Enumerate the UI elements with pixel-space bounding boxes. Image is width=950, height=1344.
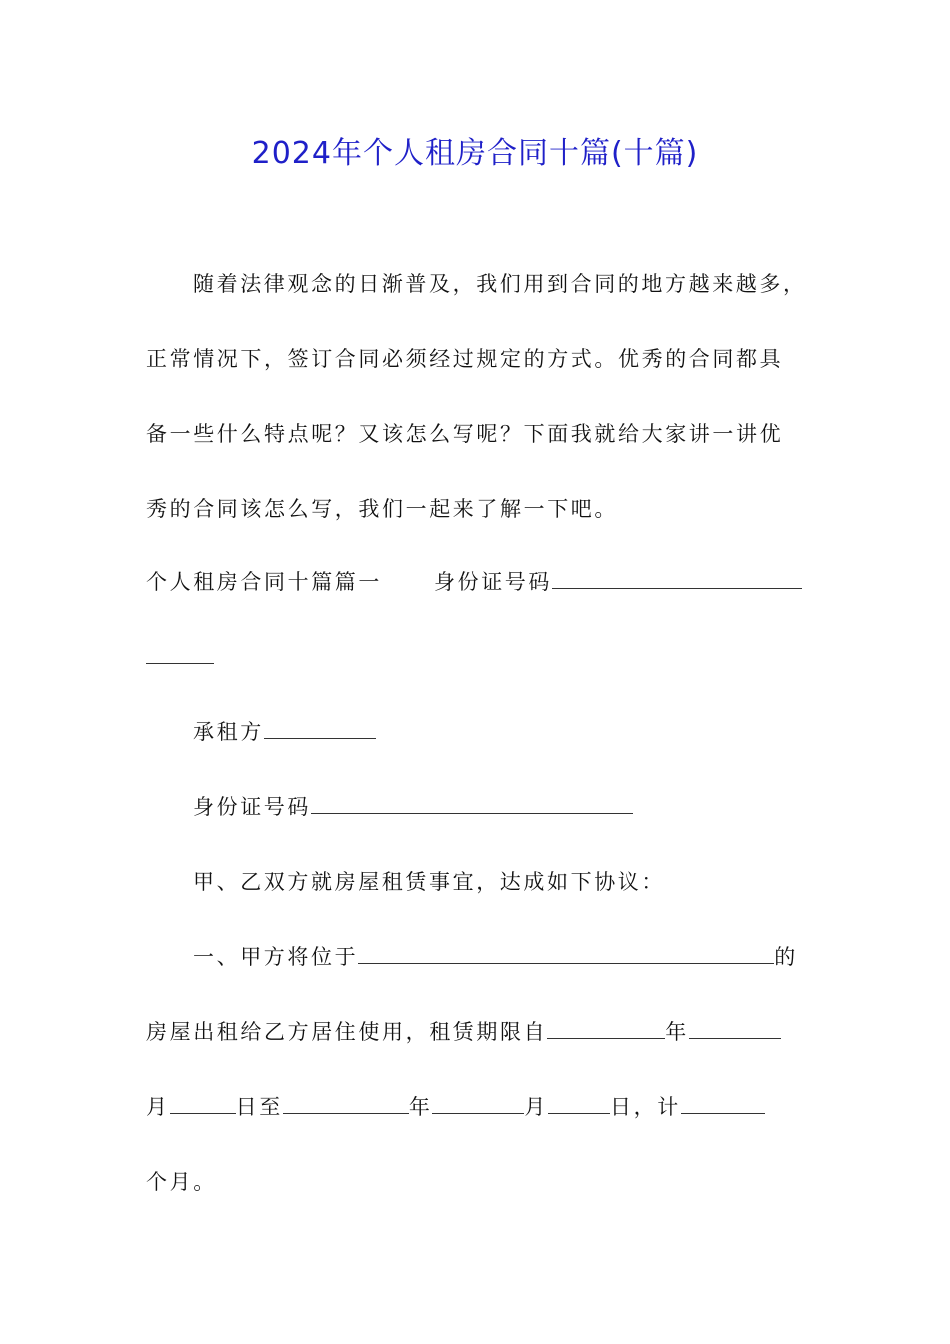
clause1-line-1 bbox=[193, 941, 798, 973]
clause1-line-4: 个月。 bbox=[146, 1170, 217, 1194]
month-count-blank[interactable] bbox=[681, 1095, 765, 1114]
document-title: 2024年个人租房合同十篇(十篇) bbox=[251, 136, 699, 171]
start-day-blank[interactable] bbox=[170, 1095, 236, 1114]
lessee-id-line bbox=[193, 791, 633, 823]
start-year-blank[interactable] bbox=[547, 1020, 665, 1039]
intro-line-3: 备一些什么特点呢？又该怎么写呢？下面我就给大家讲一讲优 bbox=[146, 422, 784, 446]
month-label-2: 月 bbox=[524, 1095, 549, 1119]
id-number-blank-continued-line bbox=[146, 641, 214, 673]
lessee-line bbox=[193, 716, 376, 748]
end-month-blank[interactable] bbox=[432, 1095, 524, 1114]
intro-line-2: 正常情况下，签订合同必须经过规定的方式。优秀的合同都具 bbox=[146, 347, 784, 371]
day-to-label: 日至 bbox=[235, 1095, 283, 1119]
clause1-part3: 房屋出租给乙方居住使用，租赁期限自 bbox=[146, 1020, 548, 1044]
clause1-part2: 的 bbox=[774, 945, 798, 969]
clause1-line-3 bbox=[146, 1091, 765, 1123]
end-day-blank[interactable] bbox=[548, 1095, 610, 1114]
id-number-blank[interactable] bbox=[552, 570, 802, 589]
location-blank[interactable] bbox=[358, 945, 774, 964]
lessee-label: 承租方 bbox=[193, 720, 264, 744]
clause1-part1: 一、甲方将位于 bbox=[193, 945, 359, 969]
lessee-id-blank[interactable] bbox=[311, 795, 633, 814]
intro-line-1: 随着法律观念的日渐普及，我们用到合同的地方越来越多， bbox=[193, 272, 807, 296]
section1-line bbox=[146, 566, 802, 598]
intro-line-4: 秀的合同该怎么写，我们一起来了解一下吧。 bbox=[146, 497, 618, 521]
id-number-label: 身份证号码 bbox=[434, 570, 552, 594]
lessee-blank[interactable] bbox=[264, 720, 376, 739]
month-label: 月 bbox=[146, 1095, 170, 1119]
section1-heading: 个人租房合同十篇篇一 bbox=[146, 570, 382, 594]
clause1-line-2 bbox=[146, 1016, 781, 1048]
day-ji-label: 日，计 bbox=[610, 1095, 681, 1119]
start-month-blank[interactable] bbox=[689, 1020, 781, 1039]
lessee-id-label: 身份证号码 bbox=[193, 795, 311, 819]
year-label-2: 年 bbox=[408, 1095, 433, 1119]
id-number-blank-continued[interactable] bbox=[146, 645, 214, 664]
agreement-line: 甲、乙双方就房屋租赁事宜，达成如下协议： bbox=[193, 870, 665, 894]
year-label: 年 bbox=[665, 1020, 689, 1044]
end-year-blank[interactable] bbox=[283, 1095, 409, 1114]
